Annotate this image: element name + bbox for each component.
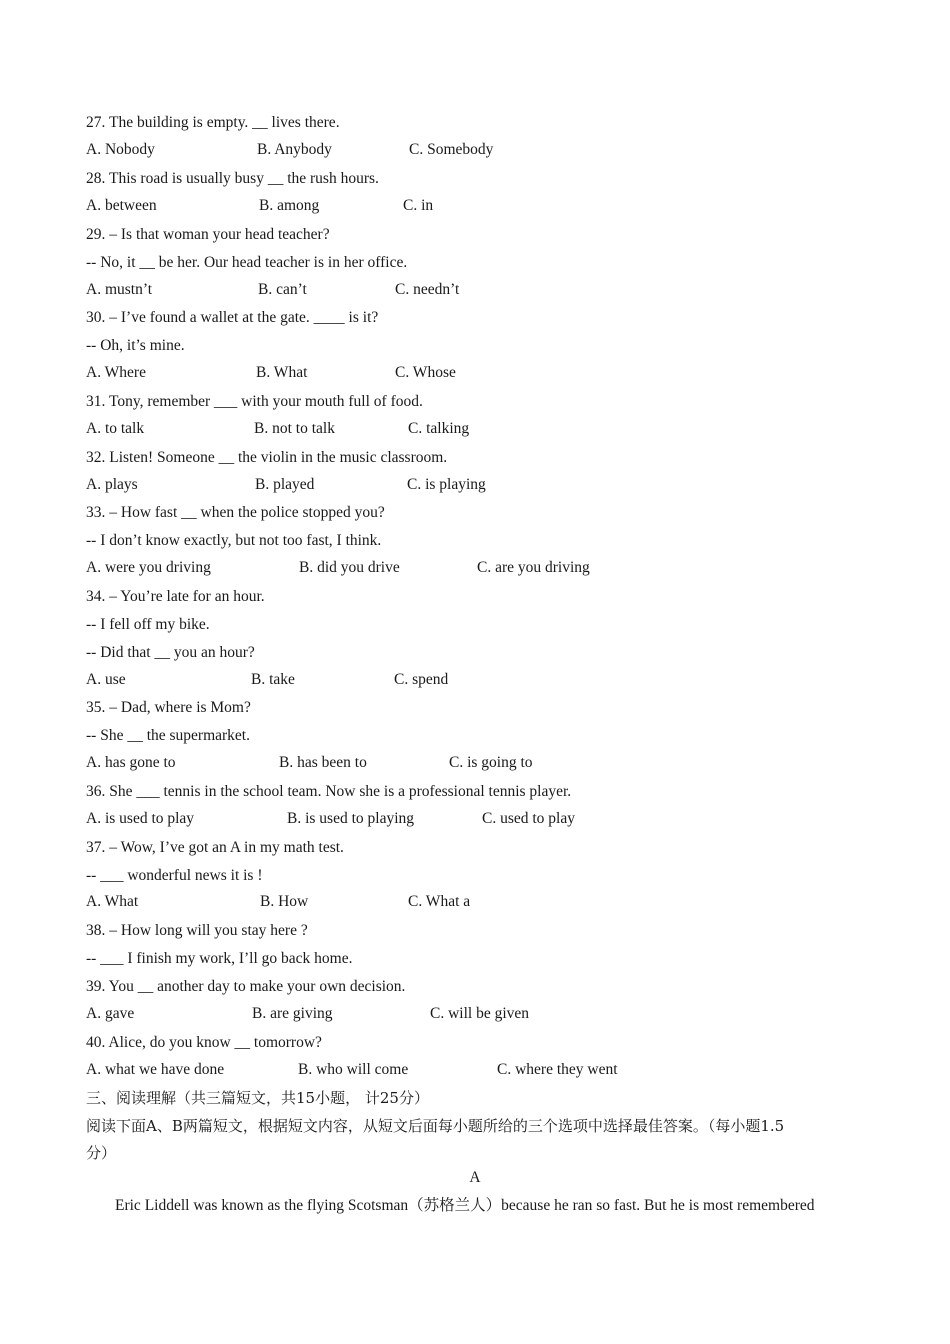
instructions-line-1: 阅读下面A、B两篇短文，根据短文内容，从短文后面每小题所给的三个选项中选择最佳答案。（每小题1.5	[86, 1117, 785, 1135]
q39-option-b[interactable]: B. are giving	[252, 1005, 333, 1022]
q31-option-a[interactable]: A. to talk	[86, 420, 145, 437]
q40-option-a[interactable]: A. what we have done	[86, 1061, 225, 1078]
q40-option-b[interactable]: B. who will come	[298, 1061, 409, 1078]
section-title: 三、阅读理解（共三篇短文，共15小题， 计25分）	[86, 1089, 429, 1107]
q31-option-b[interactable]: B. not to talk	[254, 420, 335, 437]
q31-option-c[interactable]: C. talking	[408, 420, 470, 437]
q35-option-a[interactable]: A. has gone to	[86, 754, 176, 771]
q34-option-b[interactable]: B. take	[251, 671, 295, 688]
question-30-stem: 30. – I’ve found a wallet at the gate. ____ is it?	[86, 309, 379, 326]
q27-option-c[interactable]: C. Somebody	[409, 141, 494, 158]
q33-option-b[interactable]: B. did you drive	[299, 559, 400, 576]
question-37-stem: 37. – Wow, I’ve got an A in my math test.	[86, 839, 344, 856]
question-31-stem: 31. Tony, remember ___ with your mouth full of food.	[86, 393, 423, 410]
q28-option-c[interactable]: C. in	[403, 197, 434, 214]
q36-option-a[interactable]: A. is used to play	[86, 810, 195, 827]
q30-dialog-line: -- Oh, it’s mine.	[86, 337, 185, 354]
instructions-line-2: 分）	[86, 1144, 117, 1162]
q28-option-a[interactable]: A. between	[86, 197, 157, 214]
q29-option-b[interactable]: B. can’t	[258, 281, 307, 298]
q30-option-b[interactable]: B. What	[256, 364, 308, 381]
question-40-stem: 40. Alice, do you know __ tomorrow?	[86, 1034, 322, 1051]
passage-first-line: Eric Liddell was known as the flying Scotsman（苏格兰人）because he ran so fast. But he is most remembered	[115, 1197, 815, 1214]
question-28-stem: 28. This road is usually busy __ the rush hours.	[86, 170, 379, 187]
q37-option-b[interactable]: B. How	[260, 893, 309, 910]
passage-label: A	[469, 1169, 481, 1186]
q34-option-a[interactable]: A. use	[86, 671, 126, 688]
question-33-stem: 33. – How fast __ when the police stopped you?	[86, 504, 385, 521]
q30-option-c[interactable]: C. Whose	[395, 364, 456, 381]
q37-dialog-line: -- ___ wonderful news it is !	[86, 867, 263, 884]
q27-option-a[interactable]: A. Nobody	[86, 141, 155, 158]
q28-option-b[interactable]: B. among	[259, 197, 320, 214]
q36-option-b[interactable]: B. is used to playing	[287, 810, 415, 827]
q33-dialog-line: -- I don’t know exactly, but not too fast, I think.	[86, 532, 382, 549]
q29-option-c[interactable]: C. needn’t	[395, 281, 460, 298]
q39-option-c[interactable]: C. will be given	[430, 1005, 530, 1022]
question-27-stem: 27. The building is empty. __ lives there.	[86, 114, 340, 131]
q29-dialog-line: -- No, it __ be her. Our head teacher is in her office.	[86, 254, 408, 271]
q40-option-c[interactable]: C. where they went	[497, 1061, 618, 1078]
q37-option-c[interactable]: C. What a	[408, 893, 471, 910]
q34-dialog-line-2: -- Did that __ you an hour?	[86, 644, 255, 661]
q34-dialog-line-1: -- I fell off my bike.	[86, 616, 210, 633]
question-39-stem: 39. You __ another day to make your own decision.	[86, 978, 406, 995]
question-29-stem: 29. – Is that woman your head teacher?	[86, 226, 330, 243]
q35-dialog-line: -- She __ the supermarket.	[86, 727, 250, 744]
q32-option-b[interactable]: B. played	[255, 476, 315, 493]
q39-option-a[interactable]: A. gave	[86, 1005, 135, 1022]
q34-option-c[interactable]: C. spend	[394, 671, 449, 688]
question-36-stem: 36. She ___ tennis in the school team. Now she is a professional tennis player.	[86, 783, 572, 800]
question-34-stem: 34. – You’re late for an hour.	[86, 588, 265, 605]
question-38-stem: 38. – How long will you stay here ?	[86, 922, 308, 939]
q37-option-a[interactable]: A. What	[86, 893, 139, 910]
q33-option-a[interactable]: A. were you driving	[86, 559, 211, 576]
q35-option-c[interactable]: C. is going to	[449, 754, 533, 771]
q38-dialog-line: -- ___ I finish my work, I’ll go back home.	[86, 950, 353, 967]
q29-option-a[interactable]: A. mustn’t	[86, 281, 153, 298]
q27-option-b[interactable]: B. Anybody	[257, 141, 332, 158]
q32-option-c[interactable]: C. is playing	[407, 476, 486, 493]
q32-option-a[interactable]: A. plays	[86, 476, 138, 493]
q30-option-a[interactable]: A. Where	[86, 364, 146, 381]
question-35-stem: 35. – Dad, where is Mom?	[86, 699, 251, 716]
q36-option-c[interactable]: C. used to play	[482, 810, 575, 827]
question-32-stem: 32. Listen! Someone __ the violin in the music classroom.	[86, 449, 448, 466]
q35-option-b[interactable]: B. has been to	[279, 754, 367, 771]
q33-option-c[interactable]: C. are you driving	[477, 559, 590, 576]
